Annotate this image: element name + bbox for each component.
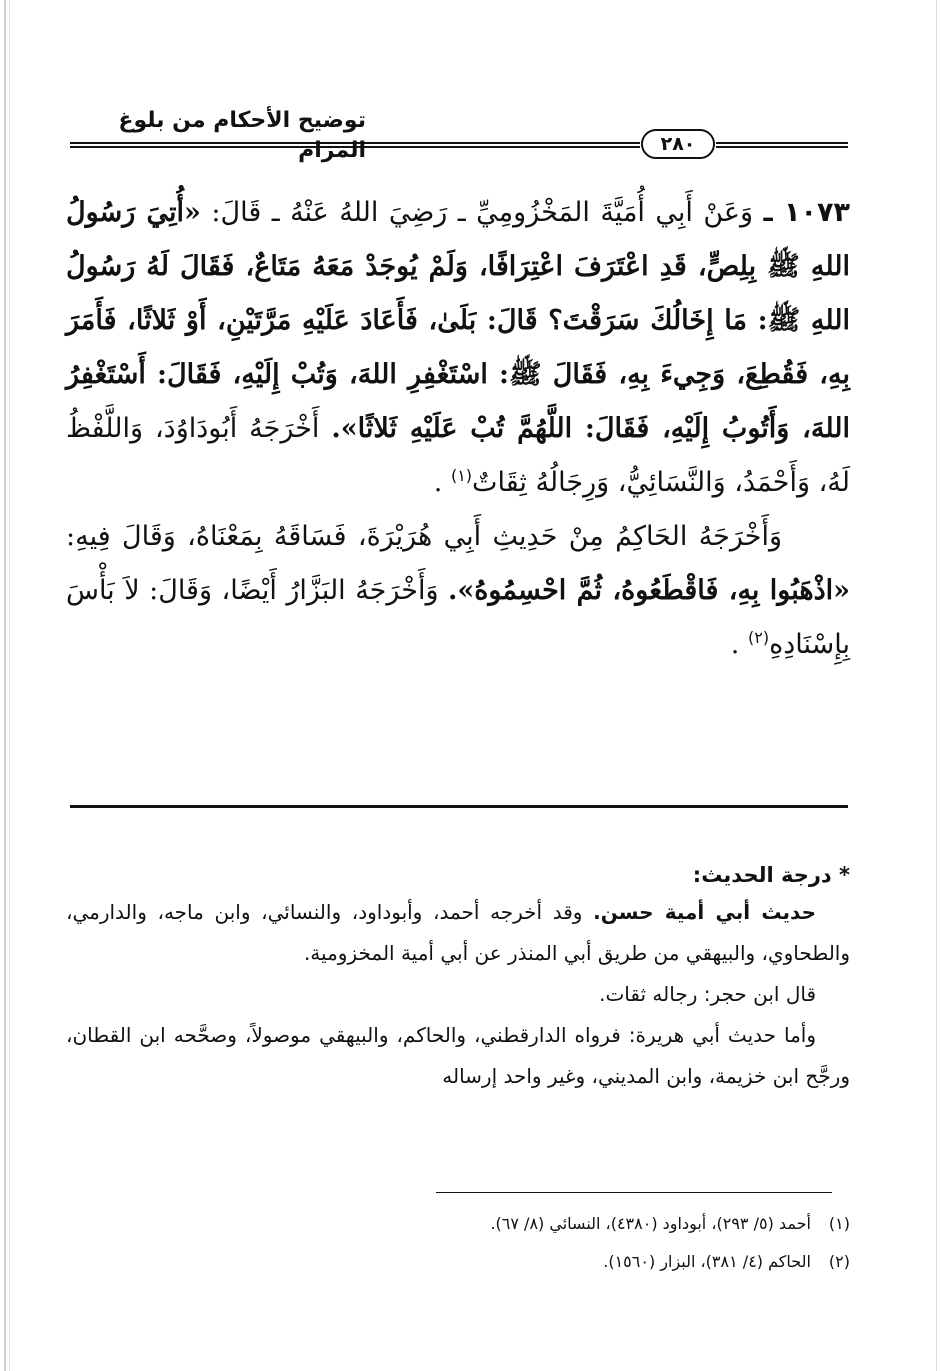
sentence-end: .	[433, 467, 443, 498]
page-edge-line	[936, 0, 937, 1371]
grading-statement: حديث أبي أمية حسن.	[593, 900, 817, 924]
section-divider	[70, 805, 848, 808]
section-heading: * درجة الحديث:	[692, 863, 850, 887]
hadith-intro: وَعَنْ أَبِي أُمَيَّةَ المَخْزُومِيِّ ـ رَضِيَ اللهُ عَنْهُ ـ قَالَ:	[211, 197, 754, 228]
hadith-block	[66, 186, 850, 672]
hadith-paragraph	[66, 186, 850, 510]
hadith-takhrij: أَخْرَجَهُ أَبُودَاوُدَ، وَاللَّفْظُ لَهُ، وَأَحْمَدُ، وَالنَّسَائِيُّ، وَرِجَالُهُ ثِقَاتٌ	[66, 413, 850, 498]
footnote-ref-2[interactable]: (٢)	[747, 628, 770, 647]
footnote-rule	[436, 1192, 832, 1193]
page-number: ٢٨٠	[641, 129, 715, 159]
footnote-text: الحاكم (٤/ ٣٨١)، البزار (١٥٦٠).	[603, 1252, 811, 1271]
commentary-paragraph	[66, 892, 850, 974]
second-para-intro: وَأَخْرَجَهُ الحَاكِمُ مِنْ حَدِيثِ أَبِي هُرَيْرَةَ، فَسَاقَهُ بِمَعْنَاهُ، وَقَالَ فِيهِ:	[66, 521, 782, 552]
running-header-title: توضيح الأحكام من بلوغ المرام	[118, 108, 366, 163]
page-edge-line	[4, 0, 6, 1371]
hadith-number: ١٠٧٣ ـ	[763, 197, 850, 228]
footnote-item	[66, 1243, 850, 1281]
footnote-ref-1[interactable]: (١)	[450, 466, 473, 485]
footnotes	[66, 1205, 850, 1281]
footnote-mark: (٢)	[828, 1252, 850, 1271]
commentary-block	[66, 858, 850, 1097]
hadith-second-paragraph	[66, 510, 850, 672]
second-para-end: وَأَخْرَجَهُ البَزَّارُ أَيْضًا، وَقَالَ: لاَ بَأْسَ بِإِسْنَادِهِ	[66, 575, 850, 660]
hadith-text: «أُتِيَ رَسُولُ اللهِ ﷺ بِلِصٍّ، قَدِ اعْتَرَفَ اعْتِرَافًا، وَلَمْ يُوجَدْ مَعَهُ مَتَاعٌ، فَقَالَ لَهُ رَسُولُ اللهِ ﷺ: مَا إِخَالُكَ سَرَقْتَ؟ قَالَ: بَلَىٰ، فَأَعَادَ عَلَيْهِ مَرَّتَيْنِ، أَوْ ثَلاثًا، فَأَمَرَ بِهِ، فَقُطِعَ، وَجِيءَ بِهِ، فَقَالَ ﷺ: اسْتَغْفِرِ اللهَ، وَتُبْ إِلَيْهِ، فَقَالَ: أَسْتَغْفِرُ اللهَ، وَأَتُوبُ إِلَيْهِ، فَقَالَ: اللَّهُمَّ تُبْ عَلَيْهِ ثَلاثًا».	[66, 197, 850, 444]
page-edge-line	[9, 0, 10, 1371]
second-quote: «اذْهَبُوا بِهِ، فَاقْطَعُوهُ، ثُمَّ احْسِمُوهُ».	[448, 575, 850, 606]
header-double-rule	[70, 142, 640, 148]
sentence-end: .	[730, 629, 740, 660]
commentary-paragraph: وأما حديث أبي هريرة: فرواه الدارقطني، والحاكم، والبيهقي موصولاً، وصحَّحه ابن القطان، ورجَّح ابن خزيمة، وابن المديني، وغير واحد إرساله	[66, 1023, 850, 1088]
grading-sources: وقد أخرجه أحمد، وأبوداود، والنسائي، وابن ماجه، والدارمي، والطحاوي، والبيهقي من طريق أبي المنذر عن أبي أمية المخزومية.	[66, 900, 850, 965]
header-double-rule	[716, 142, 848, 148]
commentary-paragraph: قال ابن حجر: رجاله ثقات.	[599, 982, 816, 1006]
footnote-text: أحمد (٥/ ٢٩٣)، أبوداود (٤٣٨٠)، النسائي (٨/ ٦٧).	[490, 1214, 811, 1233]
footnote-item	[66, 1205, 850, 1243]
footnote-mark: (١)	[828, 1214, 850, 1233]
